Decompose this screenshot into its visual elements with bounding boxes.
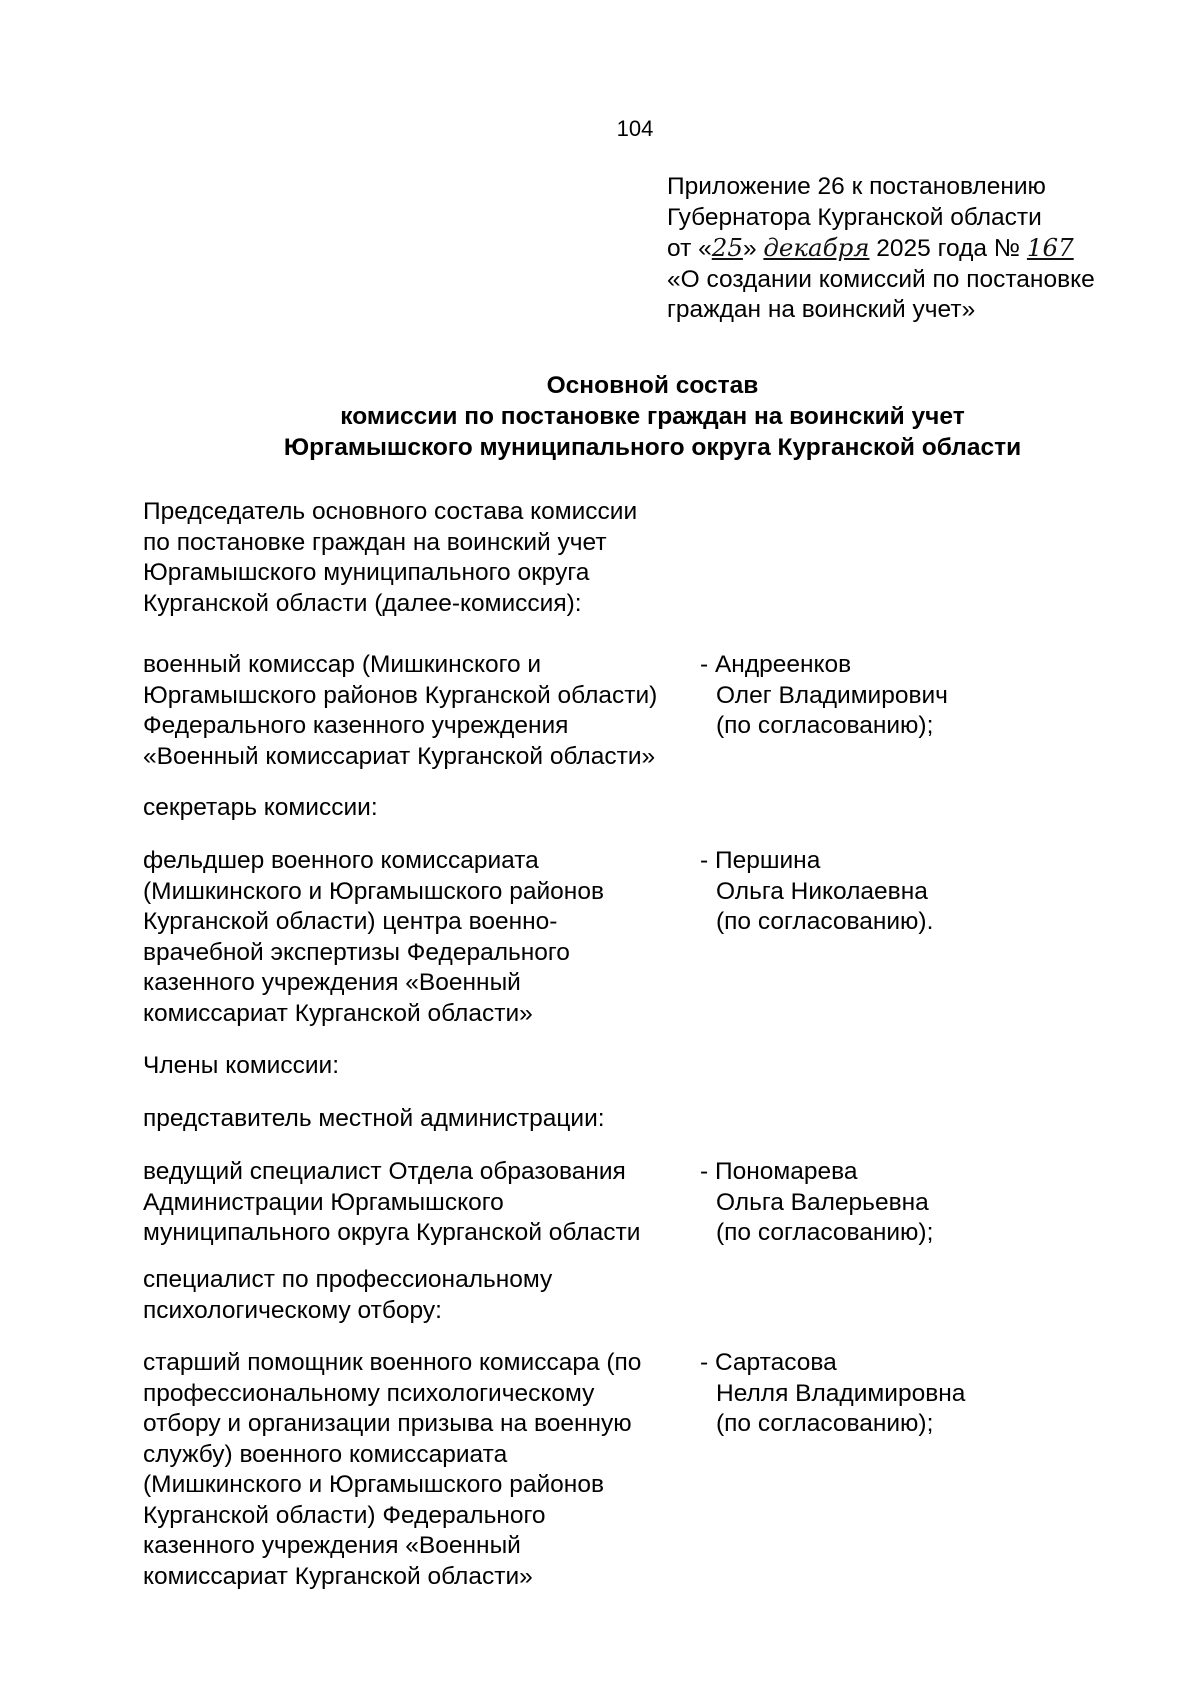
secretary-position-line: фельдшер военного комиссариата <box>143 847 539 874</box>
chairman-position-line: Юргамышского районов Курганской области) <box>143 681 658 709</box>
psych-position-line: профессиональному психологическому <box>143 1379 595 1407</box>
psych-position-line: службу) военного комиссариата <box>143 1440 508 1468</box>
appendix-date-mid: » <box>742 235 764 262</box>
handwritten-month: декабря <box>763 233 870 262</box>
appendix-line-5: граждан на воинский учет» <box>667 296 976 323</box>
chairman-position-line: «Военный комиссариат Курганской области» <box>143 742 656 770</box>
appendix-line-1: Приложение 26 к постановлению <box>667 173 1046 200</box>
secretary-position-line: казенного учреждения «Военный <box>143 969 521 996</box>
psych-heading-line-2: психологическому отбору: <box>143 1296 442 1324</box>
psych-position <box>143 1348 683 1592</box>
chairman-agreement-note: (по согласованию); <box>716 712 934 739</box>
appendix-reference <box>667 172 1187 326</box>
secretary-name <box>700 846 1160 938</box>
heading-line-3: Юргамышского муниципального округа Курганской области <box>283 434 1022 461</box>
secretary-surname: - Першина <box>700 847 821 874</box>
handwritten-number: 167 <box>1026 233 1074 262</box>
chairman-heading-line-2: по постановке граждан на воинский учет <box>143 528 607 556</box>
psych-heading <box>143 1265 683 1326</box>
psych-position-line: комиссариат Курганской области» <box>143 1562 533 1590</box>
appendix-date-prefix: от « <box>667 235 712 262</box>
psych-heading-line-1: специалист по профессиональному <box>143 1266 553 1293</box>
local-admin-position <box>143 1157 683 1249</box>
appendix-line-3 <box>667 233 1187 265</box>
secretary-position-line: комиссариат Курганской области» <box>143 999 533 1027</box>
heading-line-2: комиссии по постановке граждан на воинский учет <box>340 403 965 430</box>
secretary-position-line: врачебной экспертизы Федерального <box>143 938 570 966</box>
chairman-heading-line-1: Председатель основного состава комиссии <box>143 498 638 525</box>
appendix-line-2: Губернатора Курганской области <box>667 203 1042 231</box>
secretary-heading: секретарь комиссии: <box>143 794 378 821</box>
appendix-year: 2025 года № <box>869 235 1027 262</box>
secretary-position-line: Курганской области) центра военно- <box>143 908 558 935</box>
chairman-position <box>143 650 683 772</box>
local-admin-name <box>700 1157 1160 1249</box>
local-admin-position-line: ведущий специалист Отдела образования <box>143 1158 626 1185</box>
members-heading: Члены комиссии: <box>143 1052 340 1079</box>
local-admin-agreement-note: (по согласованию); <box>716 1219 934 1246</box>
psych-position-line: казенного учреждения «Военный <box>143 1532 521 1559</box>
secretary-position-line: (Мишкинского и Юргамышского районов <box>143 877 604 905</box>
chairman-name <box>700 650 1160 742</box>
secretary-given-names: Ольга Николаевна <box>716 877 928 905</box>
chairman-surname: - Андреенков <box>700 651 852 678</box>
chairman-heading-line-4: Курганской области (далее-комиссия): <box>143 589 582 617</box>
psych-surname: - Сартасова <box>700 1349 837 1376</box>
local-admin-given-names: Ольга Валерьевна <box>716 1188 929 1216</box>
secretary-agreement-note: (по согласованию). <box>716 908 934 935</box>
local-admin-heading: представитель местной администрации: <box>143 1105 605 1132</box>
document-heading <box>0 370 1200 463</box>
local-admin-position-line: Администрации Юргамышского <box>143 1188 504 1216</box>
chairman-position-line: Федерального казенного учреждения <box>143 712 569 739</box>
psych-position-line: отбору и организации призыва на военную <box>143 1410 632 1437</box>
psych-position-line: Курганской области) Федерального <box>143 1501 546 1529</box>
local-admin-surname: - Пономарева <box>700 1158 858 1185</box>
psych-given-names: Нелля Владимировна <box>716 1379 966 1407</box>
psych-position-line: (Мишкинского и Юргамышского районов <box>143 1471 604 1498</box>
chairman-heading-line-3: Юргамышского муниципального округа <box>143 559 590 586</box>
chairman-heading <box>143 497 683 619</box>
chairman-given-names: Олег Владимирович <box>716 681 948 709</box>
heading-line-1: Основной состав <box>546 372 759 399</box>
local-admin-position-line: муниципального округа Курганской области <box>143 1219 641 1246</box>
psych-position-line: старший помощник военного комиссара (по <box>143 1349 642 1376</box>
psych-agreement-note: (по согласованию); <box>716 1410 934 1437</box>
chairman-position-line: военный комиссар (Мишкинского и <box>143 651 542 678</box>
appendix-line-4: «О создании комиссий по постановке <box>667 265 1095 293</box>
page-number: 104 <box>616 116 654 141</box>
secretary-position <box>143 846 683 1029</box>
psych-name <box>700 1348 1160 1440</box>
handwritten-day: 25 <box>711 233 743 262</box>
